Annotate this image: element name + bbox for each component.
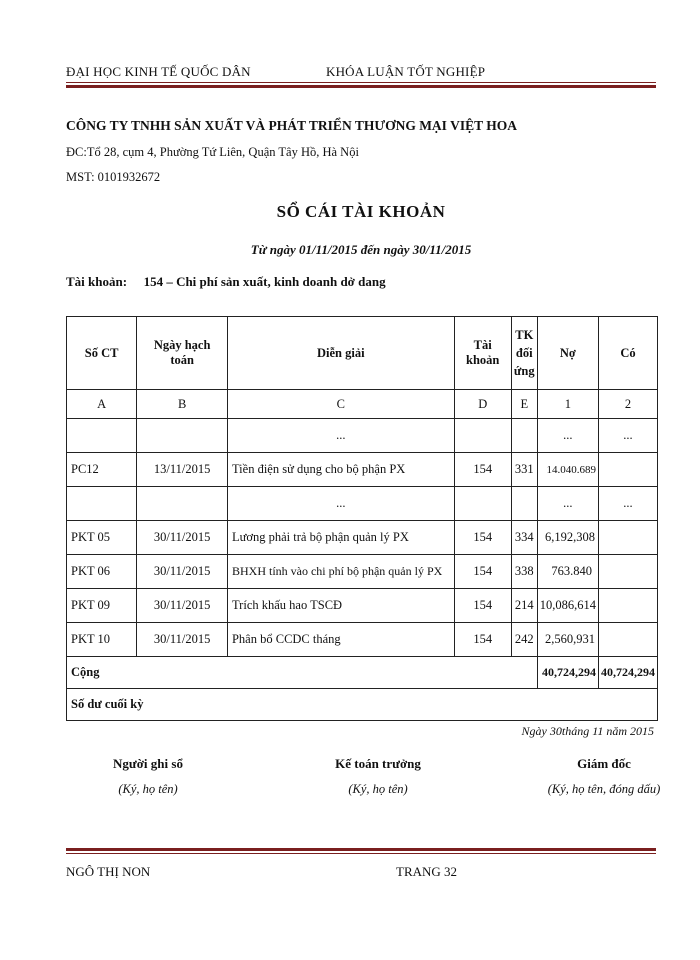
cell-date bbox=[137, 419, 228, 453]
col-header-doc-no: Số CT bbox=[67, 317, 137, 390]
cell-credit bbox=[598, 589, 657, 623]
cell-doc-no: PKT 10 bbox=[67, 623, 137, 657]
cell-credit: ... bbox=[598, 419, 657, 453]
ledger-table bbox=[66, 316, 658, 721]
cell-account: 154 bbox=[454, 623, 511, 657]
table-row bbox=[67, 521, 658, 555]
table-row bbox=[67, 419, 658, 453]
col-header-contra-account: TK đối ứng bbox=[511, 317, 537, 390]
cell-contra bbox=[511, 487, 537, 521]
company-address: ĐC:Tổ 28, cụm 4, Phường Tứ Liên, Quận Tây Hồ, Hà Nội bbox=[66, 145, 359, 159]
cell-description: ... bbox=[227, 419, 454, 453]
header-rule-thick bbox=[66, 85, 656, 88]
cell-account: 154 bbox=[454, 453, 511, 487]
cell-debit: 763.840 bbox=[537, 555, 598, 589]
cell-date: 30/11/2015 bbox=[137, 623, 228, 657]
total-row bbox=[67, 657, 658, 689]
header-rule-thin bbox=[66, 82, 656, 83]
col-header-account: Tài khoản bbox=[454, 317, 511, 390]
cell-doc-no bbox=[67, 487, 137, 521]
cell-date: 30/11/2015 bbox=[137, 521, 228, 555]
col-header-credit: Có bbox=[598, 317, 657, 390]
table-row bbox=[67, 487, 658, 521]
university-name: ĐẠI HỌC KINH TẾ QUỐC DÂN bbox=[66, 64, 251, 79]
total-label: Cộng bbox=[67, 657, 538, 689]
cell-doc-no: PKT 05 bbox=[67, 521, 137, 555]
cell-description: BHXH tính vào chi phí bộ phận quản lý PX bbox=[227, 555, 454, 589]
cell-debit: ... bbox=[537, 487, 598, 521]
signer-director-title: Giám đốc bbox=[577, 756, 631, 771]
letter-cell: 1 bbox=[537, 390, 598, 419]
cell-credit bbox=[598, 453, 657, 487]
letter-cell: C bbox=[227, 390, 454, 419]
cell-credit bbox=[598, 555, 657, 589]
account-label: Tài khoản: bbox=[66, 274, 128, 289]
table-row bbox=[67, 623, 658, 657]
table-row bbox=[67, 453, 658, 487]
ending-balance-label: Số dư cuối kỳ bbox=[67, 689, 658, 721]
signer-director-note: (Ký, họ tên, đóng dấu) bbox=[547, 782, 661, 796]
cell-debit: 10,086,614 bbox=[537, 589, 598, 623]
footer-page-number: TRANG 32 bbox=[396, 864, 458, 879]
cell-account: 154 bbox=[454, 521, 511, 555]
total-credit: 40,724,294 bbox=[598, 657, 657, 689]
cell-description: Lương phải trả bộ phận quản lý PX bbox=[227, 521, 454, 555]
cell-debit: 6,192,308 bbox=[537, 521, 598, 555]
cell-contra: 242 bbox=[511, 623, 537, 657]
cell-debit: ... bbox=[537, 419, 598, 453]
letter-cell: B bbox=[137, 390, 228, 419]
cell-credit bbox=[598, 623, 657, 657]
cell-account bbox=[454, 419, 511, 453]
cell-description: Trích khấu hao TSCĐ bbox=[227, 589, 454, 623]
period-range: Từ ngày 01/11/2015 đến ngày 30/11/2015 bbox=[250, 242, 472, 257]
cell-description: ... bbox=[227, 487, 454, 521]
letter-cell: A bbox=[67, 390, 137, 419]
cell-account bbox=[454, 487, 511, 521]
cell-date bbox=[137, 487, 228, 521]
signer-chief-accountant-note: (Ký, họ tên) bbox=[348, 782, 408, 796]
cell-doc-no: PKT 06 bbox=[67, 555, 137, 589]
document-title: SỔ CÁI TÀI KHOẢN bbox=[276, 202, 446, 221]
cell-credit bbox=[598, 521, 657, 555]
column-letters-row bbox=[67, 390, 658, 419]
footer-rule-thin bbox=[66, 853, 656, 854]
col-header-description: Diễn giải bbox=[227, 317, 454, 390]
cell-date: 30/11/2015 bbox=[137, 589, 228, 623]
letter-cell: 2 bbox=[598, 390, 657, 419]
signer-bookkeeper-note: (Ký, họ tên) bbox=[118, 782, 178, 796]
cell-doc-no: PKT 09 bbox=[67, 589, 137, 623]
cell-credit: ... bbox=[598, 487, 657, 521]
signature-date: Ngày 30tháng 11 năm 2015 bbox=[521, 724, 654, 738]
company-name: CÔNG TY TNHH SẢN XUẤT VÀ PHÁT TRIỂN THƯƠNG MẠI VIỆT HOA bbox=[66, 118, 517, 133]
cell-date: 30/11/2015 bbox=[137, 555, 228, 589]
letter-cell: D bbox=[454, 390, 511, 419]
letter-cell: E bbox=[511, 390, 537, 419]
cell-contra: 338 bbox=[511, 555, 537, 589]
cell-account: 154 bbox=[454, 589, 511, 623]
total-debit: 40,724,294 bbox=[537, 657, 598, 689]
cell-date: 13/11/2015 bbox=[137, 453, 228, 487]
account-line bbox=[66, 274, 386, 290]
table-header-row bbox=[67, 317, 658, 390]
cell-contra: 331 bbox=[511, 453, 537, 487]
cell-contra: 214 bbox=[511, 589, 537, 623]
cell-doc-no bbox=[67, 419, 137, 453]
col-header-posting-date: Ngày hạch toán bbox=[137, 317, 228, 390]
cell-doc-no: PC12 bbox=[67, 453, 137, 487]
cell-contra bbox=[511, 419, 537, 453]
col-header-debit: Nợ bbox=[537, 317, 598, 390]
cell-description: Phân bổ CCDC tháng bbox=[227, 623, 454, 657]
signer-bookkeeper-title: Người ghi sổ bbox=[113, 756, 183, 771]
cell-account: 154 bbox=[454, 555, 511, 589]
table-row bbox=[67, 555, 658, 589]
cell-debit: 2,560,931 bbox=[537, 623, 598, 657]
company-tax-code: MST: 0101932672 bbox=[66, 170, 161, 184]
ending-balance-row bbox=[67, 689, 658, 721]
cell-contra: 334 bbox=[511, 521, 537, 555]
footer-author: NGÔ THỊ NON bbox=[66, 864, 151, 879]
cell-debit: 14.040.689 bbox=[537, 453, 598, 487]
footer-rule-thick bbox=[66, 848, 656, 851]
thesis-label: KHÓA LUẬN TỐT NGHIỆP bbox=[326, 64, 486, 79]
account-value: 154 – Chi phí sản xuất, kinh doanh dở dang bbox=[143, 274, 386, 289]
cell-description: Tiền điện sử dụng cho bộ phận PX bbox=[227, 453, 454, 487]
signer-chief-accountant-title: Kế toán trưởng bbox=[335, 756, 421, 771]
table-row bbox=[67, 589, 658, 623]
